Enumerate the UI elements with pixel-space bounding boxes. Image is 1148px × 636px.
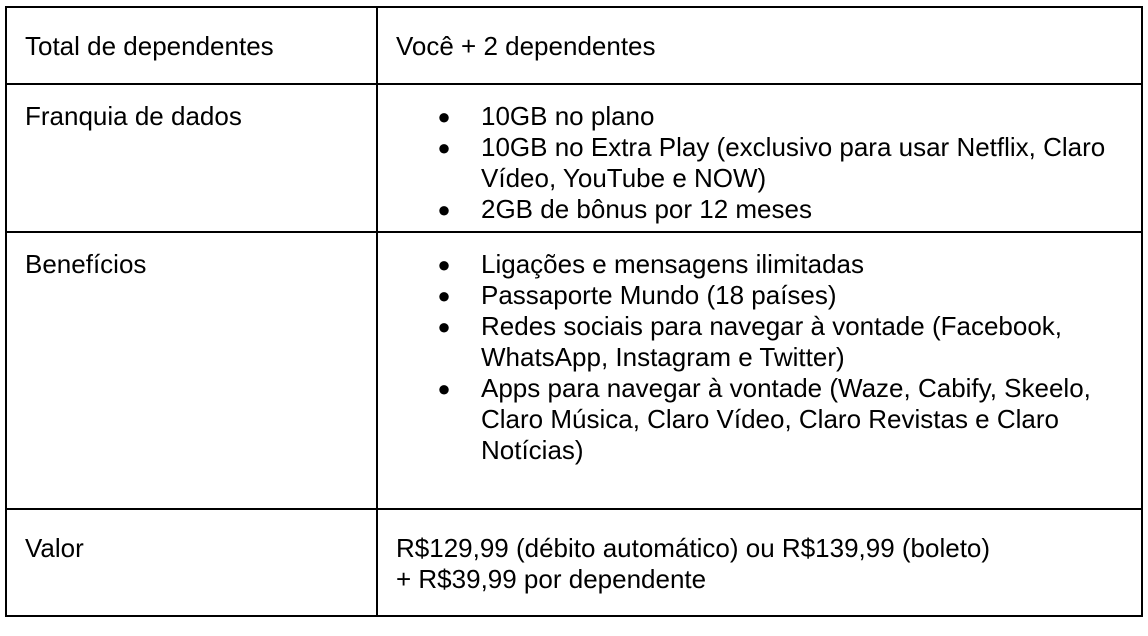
list-item-text: Ligações e mensagens ilimitadas [481, 249, 864, 279]
row-value-total-dependents [377, 7, 1142, 84]
list-item [437, 373, 1131, 466]
price-line: R$129,99 (débito automático) ou R$139,99 (boleto) [396, 533, 991, 563]
row-label-text: Total de dependentes [25, 31, 274, 61]
bullet-icon: ● [437, 197, 451, 222]
row-value-text: Você + 2 dependentes [396, 31, 656, 61]
bullet-icon: ● [437, 135, 451, 160]
row-label-total-dependents [6, 7, 377, 84]
row-label-text: Benefícios [25, 249, 147, 279]
bullet-icon: ● [437, 314, 451, 339]
bullet-icon: ● [437, 283, 451, 308]
row-label-text: Valor [25, 533, 84, 563]
list-item [437, 280, 1131, 311]
row-label-price [6, 509, 377, 616]
list-item-text: Passaporte Mundo (18 países) [481, 280, 837, 310]
row-value-benefits [377, 232, 1142, 509]
list-item [437, 194, 1131, 225]
bullet-icon: ● [437, 376, 451, 401]
row-value-data-allowance [377, 84, 1142, 232]
list-item-text: Redes sociais para navegar à vontade (Facebook, WhatsApp, Instagram e Twitter) [481, 311, 1063, 372]
list-item-text: 10GB no plano [481, 101, 655, 131]
list-item-text: 10GB no Extra Play (exclusivo para usar Netflix, Claro Vídeo, YouTube e NOW) [481, 132, 1106, 193]
list-item [437, 249, 1131, 280]
list-item-text: Apps para navegar à vontade (Waze, Cabify, Skeelo, Claro Música, Claro Vídeo, Claro Revistas e Claro Notícias) [481, 373, 1091, 465]
list-item [437, 132, 1131, 194]
data-allowance-list [396, 101, 1131, 225]
row-label-data-allowance [6, 84, 377, 232]
list-item [437, 311, 1131, 373]
bullet-icon: ● [437, 104, 451, 129]
plan-details-table [5, 6, 1143, 617]
row-value-price [377, 509, 1142, 616]
table-row-price [6, 509, 1142, 616]
row-label-text: Franquia de dados [25, 101, 242, 131]
bullet-icon: ● [437, 252, 451, 277]
table-row-benefits [6, 232, 1142, 509]
table-row-data-allowance [6, 84, 1142, 232]
table-row-total-dependents [6, 7, 1142, 84]
price-line: + R$39,99 por dependente [396, 564, 707, 594]
row-label-benefits [6, 232, 377, 509]
list-item [437, 101, 1131, 132]
list-item-text: 2GB de bônus por 12 meses [481, 194, 812, 224]
benefits-list [396, 249, 1131, 466]
